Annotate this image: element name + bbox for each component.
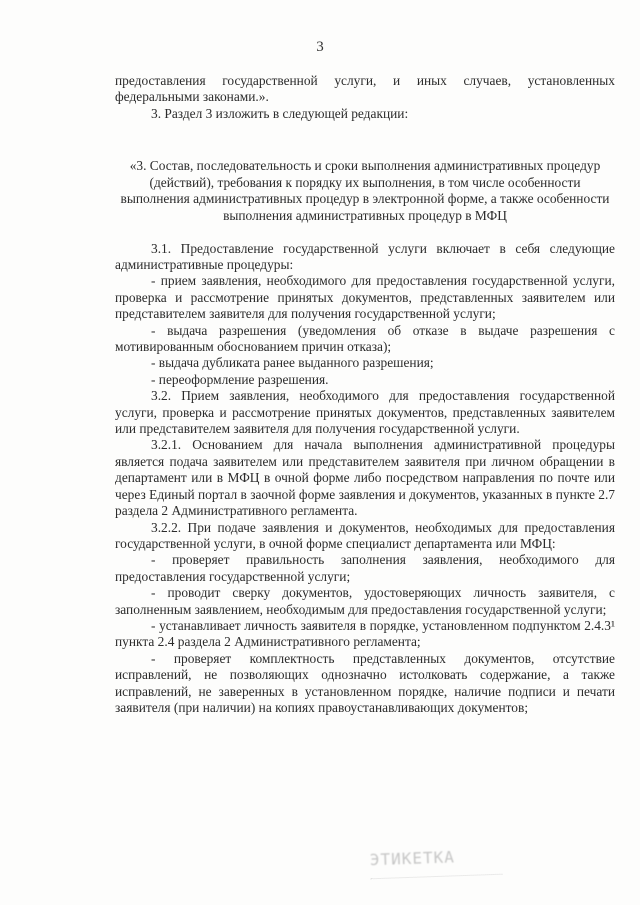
- paragraph-section-3-instruction: 3. Раздел 3 изложить в следующей редакции:: [151, 105, 409, 121]
- list-item-establish-identity: - устанавливает личность заявителя в порядке, установленном подпунктом 2.4.3¹ пункта 2.4 раздела 2 Административного регламента;: [115, 617, 615, 650]
- paragraph-intro-continuation: предоставления государственной услуги, и иных случаев, установленных федеральными законами.».: [115, 73, 615, 105]
- faded-stamp: [370, 846, 503, 880]
- list-item-check-completeness: - проверяет комплектность представленных документов, отсутствие исправлений, не позволяющих однозначно истолковать содержание, а также исправлений, не заверенных в установленном порядке, наличие подписи и печати заявителя (при наличии) на копиях правоустанавливающих документов;: [115, 650, 615, 715]
- list-item-verify-identity-docs: - проводит сверку документов, удостоверяющих личность заявителя, с заполненным заявлением, необходимым для предоставления государственной услуги;: [115, 585, 615, 617]
- paragraph-3-2-2: 3.2.2. При подаче заявления и документов, необходимых для предоставления государственной услуги, в очной форме специалист департамента или МФЦ:: [115, 519, 615, 551]
- paragraph-3-1: 3.1. Предоставление государственной услуги включает в себя следующие административные процедуры:: [115, 240, 615, 272]
- list-item-issue-permit: - выдача разрешения (уведомления об отказе в выдаче разрешения с мотивированным обоснованием причин отказа);: [115, 322, 615, 355]
- list-item-check-correctness: - проверяет правильность заполнения заявления, необходимого для предоставления государственной услуги;: [115, 552, 615, 584]
- list-item-reissue: - переоформление разрешения.: [151, 371, 329, 387]
- list-item-reception: - прием заявления, необходимого для предоставления государственной услуги, проверка и рассмотрение принятых документов, представленных заявителем или представителем заявителя для получения государственной услуги;: [115, 273, 615, 322]
- section-heading: «3. Состав, последовательность и сроки выполнения административных процедур (действий), требования к порядку их выполнения, в том числе особенности выполнения административных процедур в электронной форме, а также особенности выполнения административных процедур в МФЦ: [120, 158, 610, 223]
- list-item-duplicate: - выдача дубликата ранее выданного разрешения;: [151, 355, 434, 371]
- paragraph-3-2: 3.2. Прием заявления, необходимого для предоставления государственной услуги, проверка и рассмотрение принятых документов, представленных заявителем или представителем заявителя для получения государственной услуги.: [115, 388, 615, 437]
- page-number: 3: [316, 39, 324, 55]
- paragraph-3-2-1: 3.2.1. Основанием для начала выполнения административной процедуры является подача заявителем или представителем заявителя при личном обращении в департамент или в МФЦ в очной форме либо посредством направления по почте или через Единый портал в заочной форме заявления и документов, указанных в пункте 2.7 раздела 2 Административного регламента.: [115, 437, 615, 519]
- document-body: [115, 73, 615, 716]
- stamp-text: ЭТИКЕТКА: [369, 847, 456, 870]
